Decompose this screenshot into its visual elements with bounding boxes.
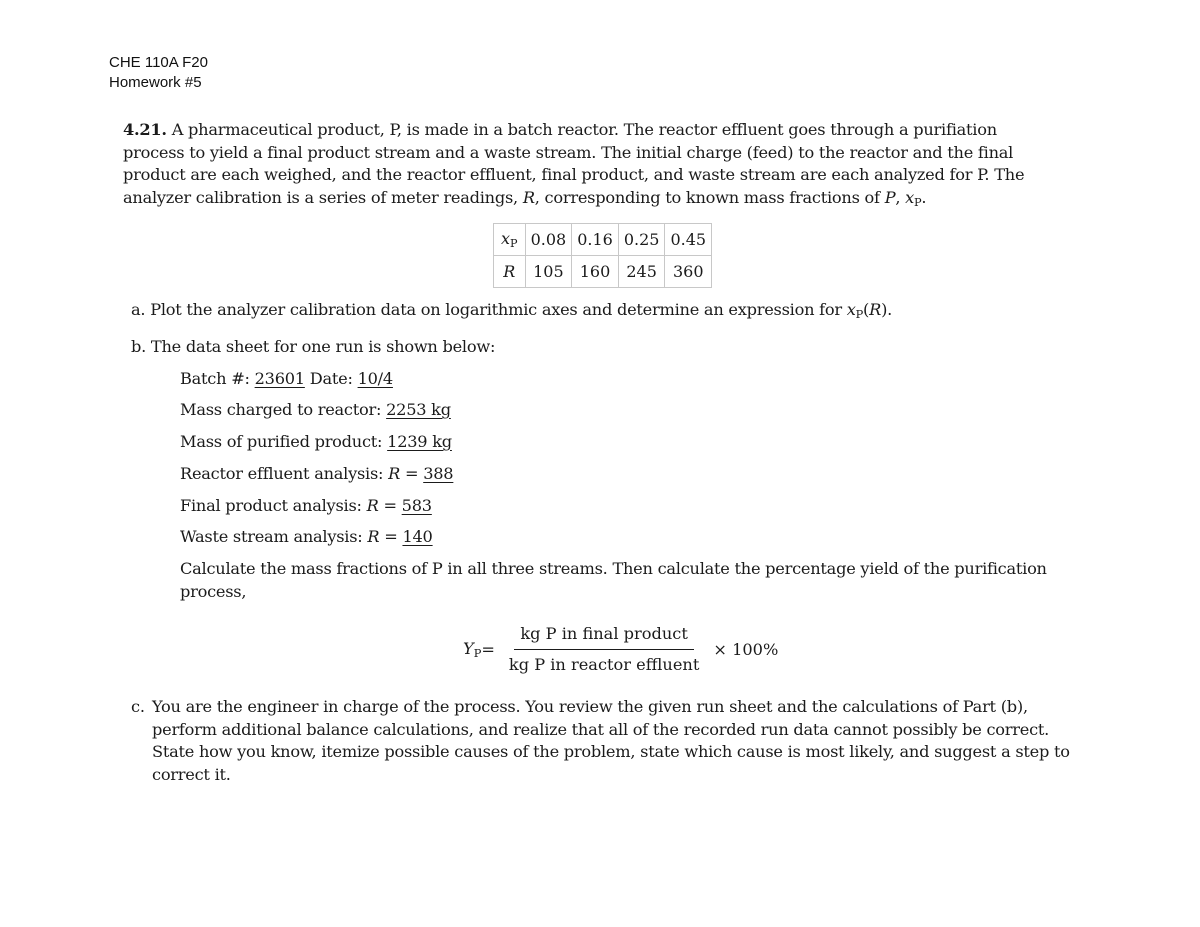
homework-label: Homework #5 — [109, 74, 202, 91]
waste-value: 140 — [402, 527, 433, 546]
waste-analysis-line: Waste stream analysis: R = 140 — [180, 527, 433, 546]
row-label-xp: $x_P$ — [494, 224, 526, 256]
part-b-calc-text: Calculate the mass fractions of P in all three streams. Then calculate the percentage yield of the purification process, — [180, 559, 1047, 601]
document-header — [109, 53, 208, 93]
date-value: 10/4 — [357, 369, 393, 388]
intro-text: A pharmaceutical product, P, is made in a batch reactor. The reactor effluent goes through a purifiation process to yield a final product stream and a waste stream. The initial charge (feed) to the reactor and the final product are each weighed, and the reactor effluent, final product, and waste stream are each analyzed for P. The analyzer calibration is a series of meter readings, — [123, 120, 1025, 207]
part-a: a. Plot the analyzer calibration data on logarithmic axes and determine an expression for $x_P(R)$. — [131, 300, 893, 321]
formula-numerator: kg P in final product — [514, 623, 694, 650]
formula-fraction — [503, 623, 705, 676]
r-cell: 105 — [525, 256, 572, 288]
xp-cell: 0.45 — [665, 224, 712, 256]
mass-charged-line: Mass charged to reactor: 2253 kg — [180, 400, 451, 419]
batch-value: 23601 — [254, 369, 305, 388]
part-c-label: c. — [131, 697, 145, 716]
formula-denominator: kg P in reactor effluent — [508, 655, 700, 674]
calibration-table — [493, 223, 712, 288]
course-label: CHE 110A F20 — [109, 54, 208, 71]
intro-p-symbol: P — [884, 187, 896, 207]
intro-x-symbol: x — [905, 187, 915, 207]
yield-formula — [463, 623, 778, 676]
problem-statement — [123, 119, 1053, 213]
r-cell: 245 — [618, 256, 665, 288]
problem-number: 4.21. — [123, 120, 167, 139]
intro-text: , corresponding to known mass fractions of — [534, 187, 885, 207]
mass-purified-line: Mass of purified product: 1239 kg — [180, 432, 452, 451]
part-c-text: You are the engineer in charge of the process. You review the given run sheet and the calculations of Part (b), perform additional balance calculations, and realize that all of the recorded run data cannot possibly be correct. State how you know, itemize possible causes of the problem, state which cause is most likely, and suggest a step to correct it. — [152, 697, 1070, 784]
intro-x-subscript: P — [914, 194, 922, 209]
r-cell: 160 — [572, 256, 619, 288]
calibration-row-xp — [494, 224, 712, 256]
formula-equals: = — [481, 640, 495, 659]
part-b-intro: b. The data sheet for one run is shown below: — [131, 337, 496, 356]
intro-text: , — [895, 187, 906, 207]
xp-cell: 0.16 — [572, 224, 619, 256]
formula-lhs: $Y_P$ — [463, 639, 482, 660]
intro-text: . — [921, 187, 927, 207]
mass-charged-value: 2253 kg — [386, 400, 451, 419]
calibration-row-r — [494, 256, 712, 288]
effluent-analysis-line: Reactor effluent analysis: R = 388 — [180, 464, 454, 483]
mass-purified-value: 1239 kg — [387, 432, 452, 451]
intro-r-symbol: R — [522, 187, 535, 207]
r-cell: 360 — [665, 256, 712, 288]
xp-cell: 0.25 — [618, 224, 665, 256]
final-value: 583 — [401, 496, 432, 515]
effluent-value: 388 — [423, 464, 454, 483]
final-analysis-line: Final product analysis: R = 583 — [180, 496, 432, 515]
part-c — [131, 696, 1076, 786]
formula-multiplier: × 100% — [713, 640, 779, 659]
row-label-r: R — [494, 256, 526, 288]
batch-line: Batch #: 23601 Date: 10/4 — [180, 369, 393, 388]
xp-cell: 0.08 — [525, 224, 572, 256]
